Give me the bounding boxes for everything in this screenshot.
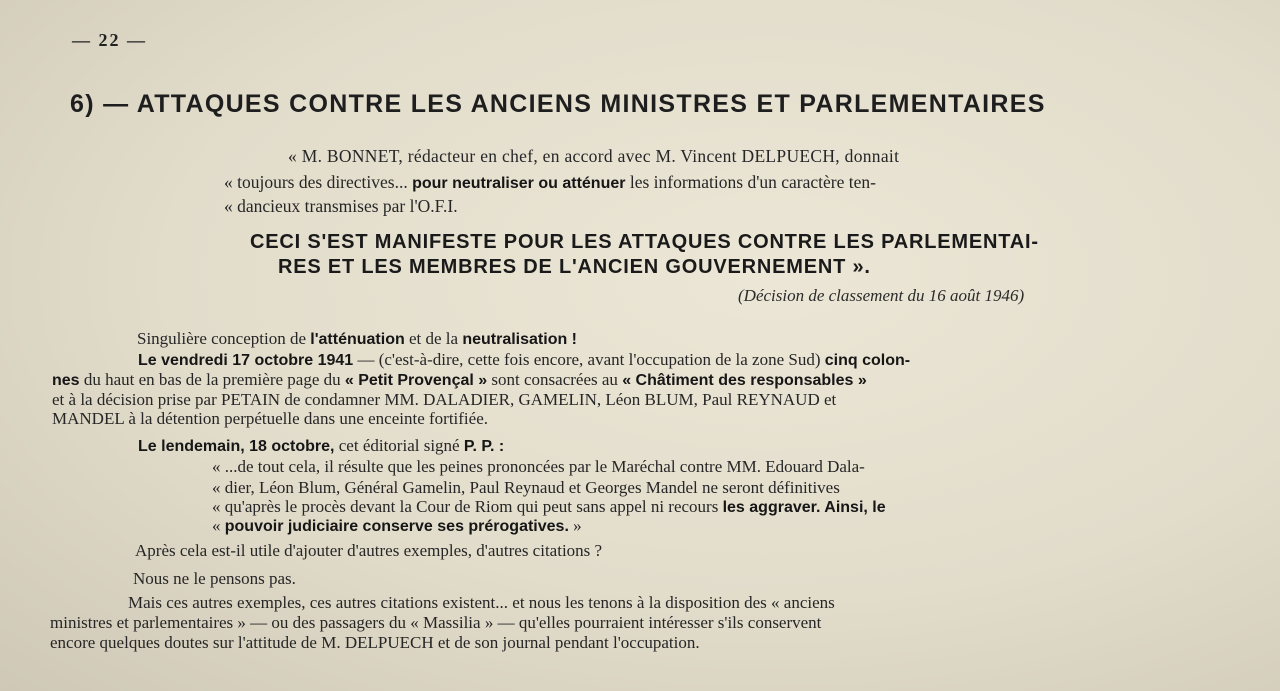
emphasis-line-1: CECI S'EST MANIFESTE POUR LES ATTAQUES CONTRE LES PARLEMENTAI- (250, 231, 1039, 253)
quote-emphasis: pour neutraliser ou atténuer (412, 175, 626, 192)
quote-line-3: « dancieux transmises par l'O.F.I. (224, 196, 458, 216)
editorial-close-quote: » (568, 516, 582, 535)
paragraph-3 (138, 436, 504, 456)
prerogatives-emphasis: pouvoir judiciaire conserve ses prérogatives. (224, 518, 569, 535)
paragraph-2-line-2-text: du haut en bas de la première page du (79, 370, 345, 389)
paragraph-3-text: cet éditorial signé (334, 436, 464, 455)
paragraph-1-mid: et de la (404, 329, 463, 348)
editorial-line-3 (212, 497, 886, 517)
aggraver-emphasis: les aggraver. Ainsi, le (722, 499, 886, 516)
quote-line-1: « M. BONNET, rédacteur en chef, en accord avec M. Vincent DELPUECH, donnait (288, 146, 900, 166)
paragraph-2-line-2-mid: sont consacrées au (487, 370, 623, 389)
cinq-colonnes: cinq colon- (824, 352, 911, 369)
paragraph-2-line-1 (138, 350, 910, 370)
paragraph-6-line-1: Mais ces autres exemples, ces autres citations existent... et nous les tenons à la disposition des « anciens (128, 593, 835, 612)
paragraph-2-line-4: MANDEL à la détention perpétuelle dans une enceinte fortifiée. (52, 409, 488, 428)
paragraph-6-line-2: ministres et parlementaires » — ou des passagers du « Massilia » — qu'elles pourraient intéresser s'ils conservent (50, 613, 822, 632)
paragraph-1 (137, 329, 577, 349)
paragraph-2-line-3: et à la décision prise par PETAIN de condamner MM. DALADIER, GAMELIN, Léon BLUM, Paul REYNAUD et (52, 390, 837, 409)
chatiment-title: « Châtiment des responsables » (622, 372, 867, 389)
quote-line-2-end: les informations d'un caractère ten- (625, 172, 876, 192)
nes-fragment: nes (52, 372, 80, 389)
quote-line-2-text: « toujours des directives... (224, 172, 413, 192)
paragraph-2-line-1-text: — (c'est-à-dire, cette fois encore, avant l'occupation de la zone Sud) (353, 350, 825, 369)
quote-line-2 (224, 172, 876, 193)
paragraph-6-line-3: encore quelques doutes sur l'attitude de M. DELPUECH et de son journal pendant l'occupation. (50, 633, 700, 652)
lendemain-date: Le lendemain, 18 octobre, (138, 438, 335, 455)
page-number: — 22 — (72, 30, 147, 50)
section-heading: 6) — ATTAQUES CONTRE LES ANCIENS MINISTRES ET PARLEMENTAIRES (70, 90, 1046, 118)
neutralisation-term: neutralisation ! (462, 331, 578, 348)
paragraph-2-line-2 (52, 370, 867, 390)
editorial-line-2: « dier, Léon Blum, Général Gamelin, Paul Reynaud et Georges Mandel ne seront définitives (212, 478, 840, 497)
editorial-open-quote: « (212, 516, 225, 535)
petit-provencal: « Petit Provençal » (344, 372, 488, 389)
paragraph-4: Après cela est-il utile d'ajouter d'autres exemples, d'autres citations ? (135, 541, 603, 560)
paragraph-5: Nous ne le pensons pas. (133, 569, 296, 588)
date-1941: Le vendredi 17 octobre 1941 (138, 352, 354, 369)
paragraph-1-text: Singulière conception de (137, 329, 311, 348)
emphasis-line-2: RES ET LES MEMBRES DE L'ANCIEN GOUVERNEMENT ». (278, 256, 871, 278)
editorial-line-3-text: « qu'après le procès devant la Cour de Riom qui peut sans appel ni recours (212, 497, 723, 516)
editorial-line-1: « ...de tout cela, il résulte que les peines prononcées par le Maréchal contre MM. Edouard Dala- (212, 457, 865, 476)
decision-citation: (Décision de classement du 16 août 1946) (738, 286, 1025, 305)
editorial-line-4 (212, 516, 582, 536)
attenuation-term: l'atténuation (310, 331, 405, 348)
signature-pp: P. P. : (463, 438, 505, 455)
